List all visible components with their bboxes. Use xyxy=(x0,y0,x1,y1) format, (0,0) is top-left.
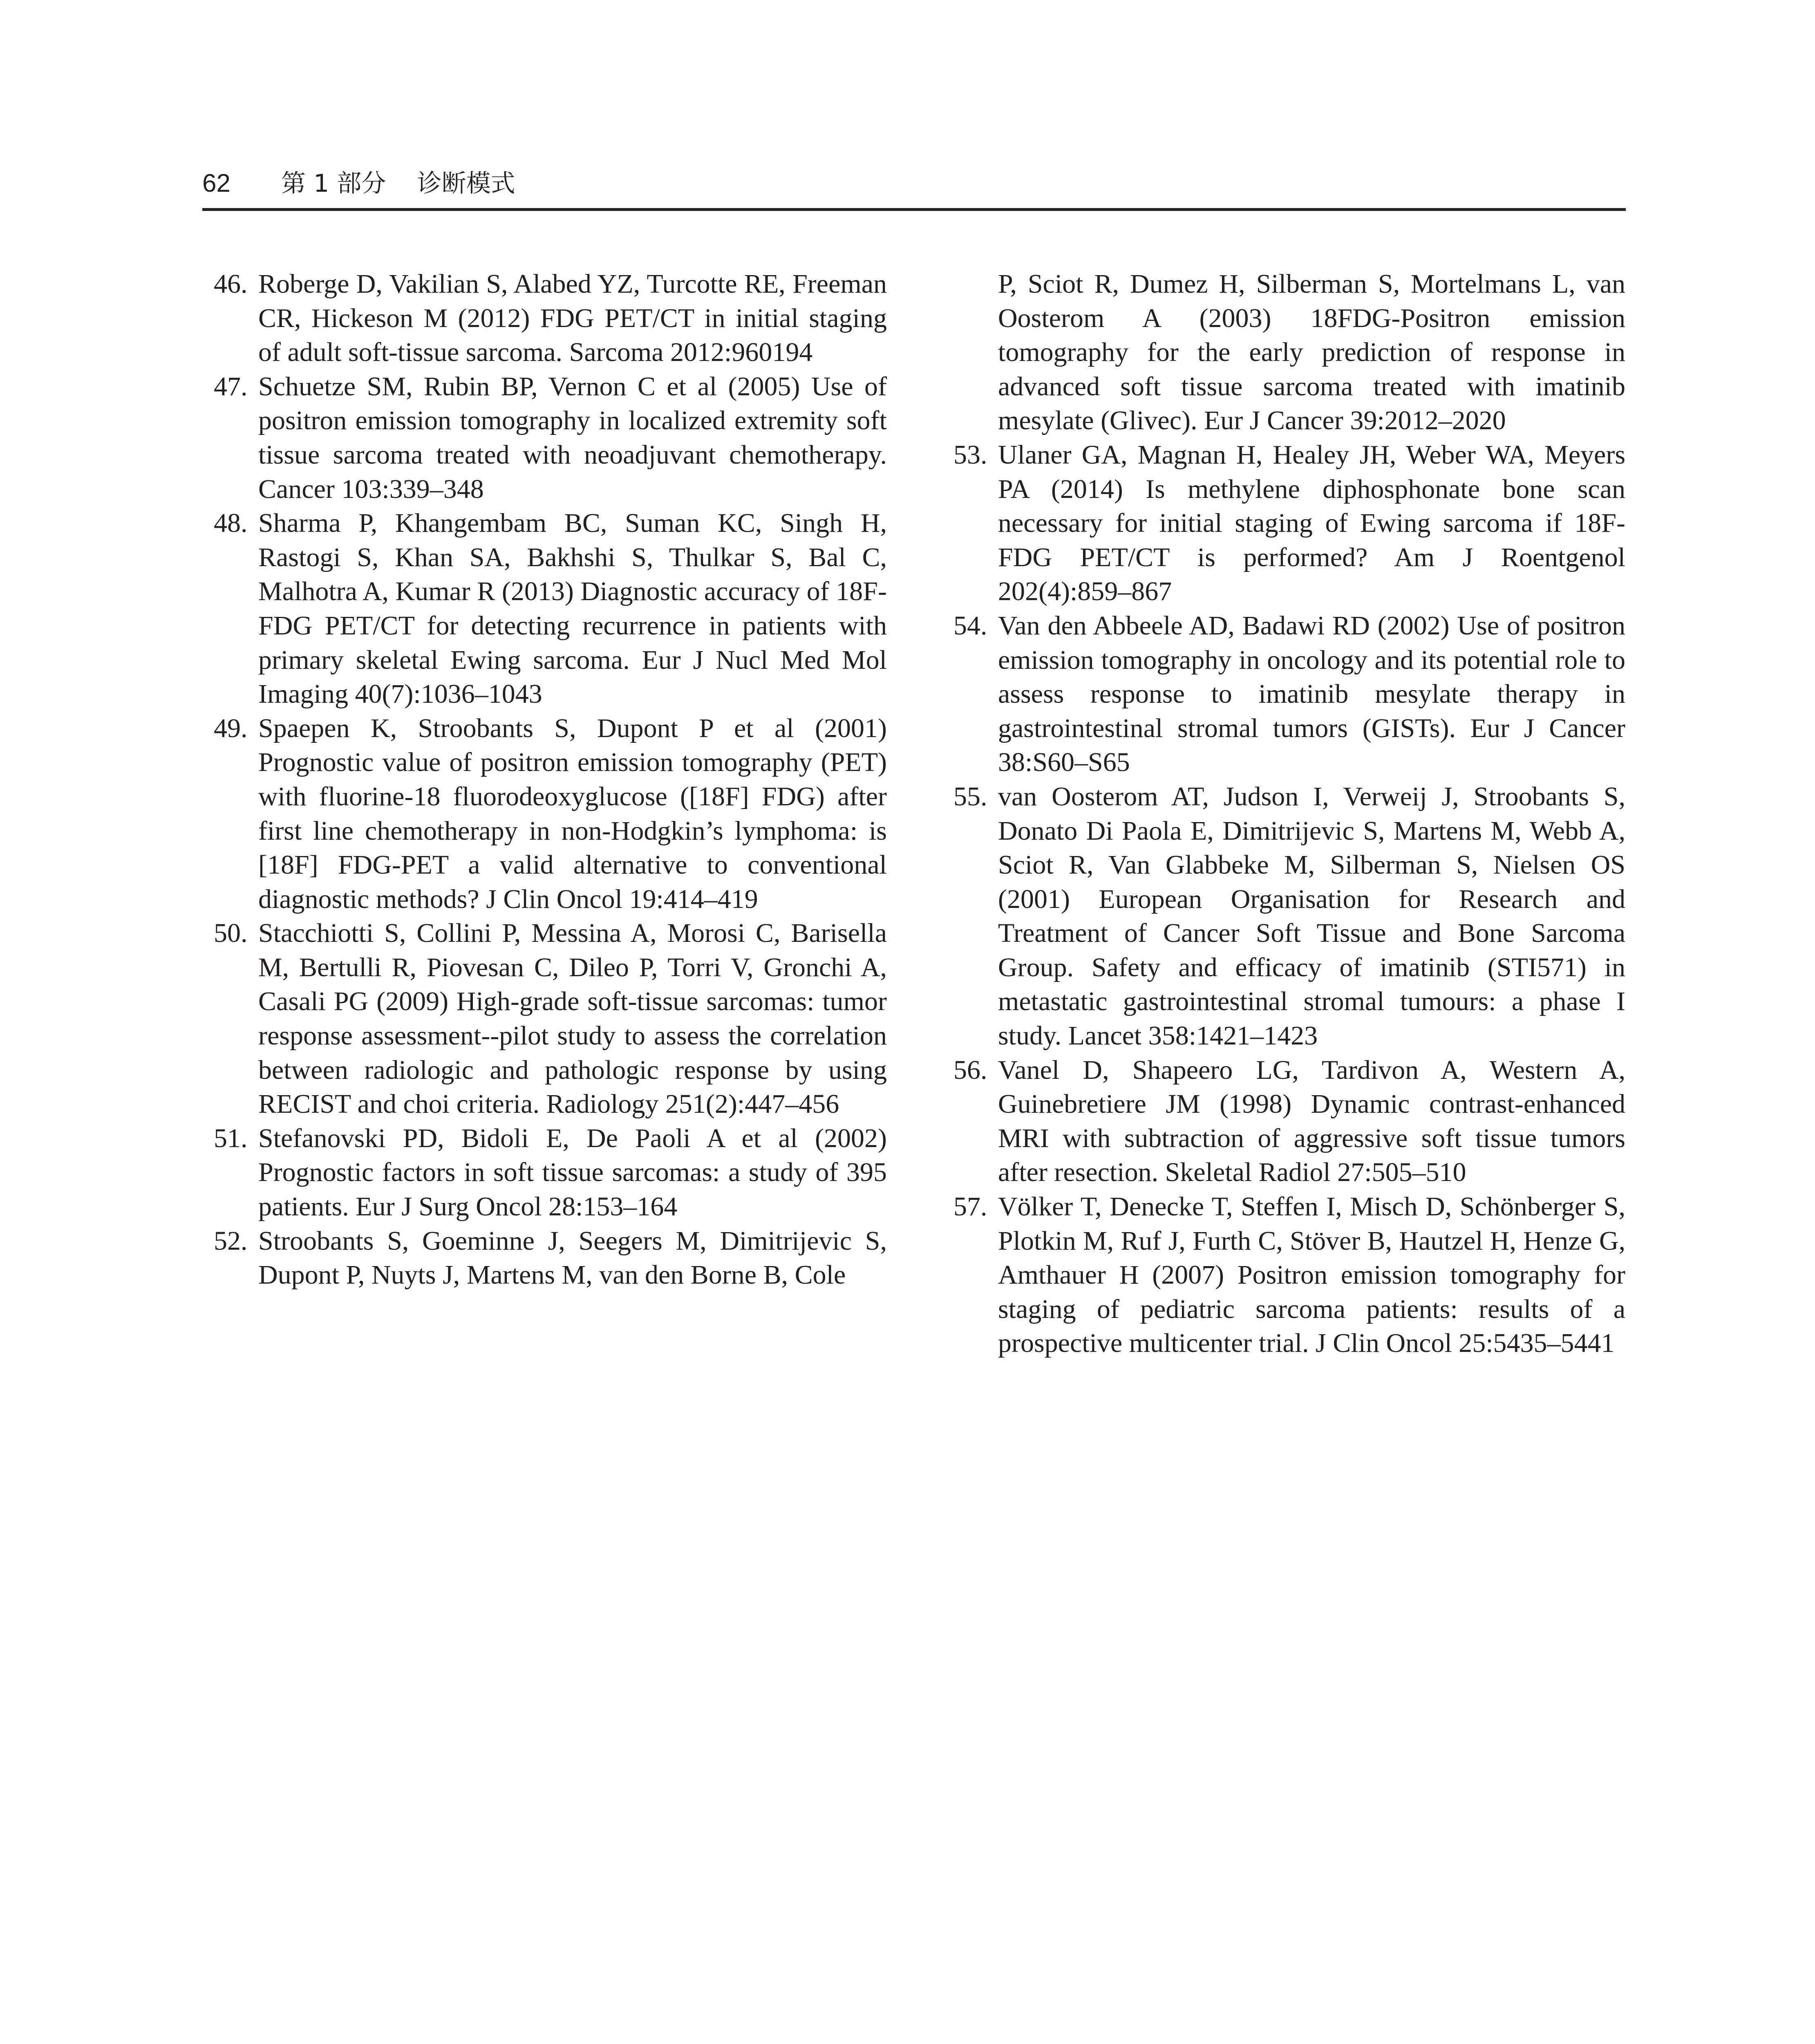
reference-number: 48. xyxy=(214,508,248,538)
reference-text: Schuetze SM, Rubin BP, Vernon C et al (2005) Use of positron emission tomography in localized extremity soft tissue sarcoma treated with neoadjuvant chemotherapy. Cancer 103:339–348 xyxy=(258,371,887,504)
reference-number: 52. xyxy=(214,1226,248,1256)
reference-item xyxy=(202,1121,887,1224)
reference-number: 54. xyxy=(953,610,987,641)
reference-number: 55. xyxy=(953,781,987,811)
page-header xyxy=(202,166,1626,211)
reference-text: Van den Abbeele AD, Badawi RD (2002) Use of positron emission tomography in oncology and its potential role to assess response to imatinib mesylate therapy in gastrointestinal stromal tumors (GISTs). Eur J Cancer 38:S60–S65 xyxy=(998,610,1625,778)
reference-text: Stroobants S, Goeminne J, Seegers M, Dimitrijevic S, Dupont P, Nuyts J, Martens M, van den Borne B, Cole xyxy=(258,1226,887,1290)
reference-number: 56. xyxy=(953,1055,987,1085)
reference-text: Sharma P, Khangembam BC, Suman KC, Singh H, Rastogi S, Khan SA, Bakhshi S, Thulkar S, Bal C, Malhotra A, Kumar R (2013) Diagnostic accuracy of 18F-FDG PET/CT for detecting recurrence in patients with primary skeletal Ewing sarcoma. Eur J Nucl Med Mol Imaging 40(7):1036–1043 xyxy=(258,508,887,709)
reference-number: 49. xyxy=(214,713,248,743)
reference-text: P, Sciot R, Dumez H, Silberman S, Mortelmans L, van Oosterom A (2003) 18FDG-Positron emission tomography for the early prediction of response in advanced soft tissue sarcoma treated with imatinib mesylate (Glivec). Eur J Cancer 39:2012–2020 xyxy=(998,269,1625,436)
running-head: 第 1 部分 诊断模式 xyxy=(281,169,515,198)
reference-item xyxy=(202,267,887,370)
reference-number: 50. xyxy=(214,918,248,948)
reference-item xyxy=(942,1190,1625,1360)
reference-item xyxy=(942,438,1625,609)
reference-text: Völker T, Denecke T, Steffen I, Misch D, Schönberger S, Plotkin M, Ruf J, Furth C, Stöver B, Hautzel H, Henze G, Amthauer H (2007) Positron emission tomography for staging of pediatric sarcoma patients: results of a prospective multicenter trial. J Clin Oncol 25:5435–5441 xyxy=(998,1192,1625,1358)
reference-text: Stacchiotti S, Collini P, Messina A, Morosi C, Barisella M, Bertulli R, Piovesan C, Dileo P, Torri V, Gronchi A, Casali PG (2009) High-grade soft-tissue sarcomas: tumor response assessment--pilot study to assess the correlation between radiologic and pathologic response by using RECIST and choi criteria. Radiology 251(2):447–456 xyxy=(258,918,887,1119)
reference-text: Vanel D, Shapeero LG, Tardivon A, Western A, Guinebretiere JM (1998) Dynamic contrast-enhanced MRI with subtraction of aggressive soft tissue tumors after resection. Skeletal Radiol 27:505–510 xyxy=(998,1055,1625,1188)
reference-text: Ulaner GA, Magnan H, Healey JH, Weber WA, Meyers PA (2014) Is methylene diphosphonate bone scan necessary for initial staging of Ewing sarcoma if 18F-FDG PET/CT is performed? Am J Roentgenol 202(4):859–867 xyxy=(998,439,1625,607)
reference-text: Stefanovski PD, Bidoli E, De Paoli A et al (2002) Prognostic factors in soft tissue sarcomas: a study of 395 patients. Eur J Surg Oncol 28:153–164 xyxy=(258,1123,887,1222)
reference-item xyxy=(942,1053,1625,1190)
reference-text: van Oosterom AT, Judson I, Verweij J, Stroobants S, Donato Di Paola E, Dimitrijevic S, Martens M, Webb A, Sciot R, Van Glabbeke M, Silberman S, Nielsen OS (2001) European Organisation for Research and Treatment of Cancer Soft Tissue and Bone Sarcoma Group. Safety and efficacy of imatinib (STI571) in metastatic gastrointestinal stromal tumours: a phase I study. Lancet 358:1421–1423 xyxy=(998,781,1625,1051)
reference-item xyxy=(942,609,1625,780)
reference-item xyxy=(202,1224,887,1292)
reference-continuation xyxy=(942,267,1625,438)
reference-list-left xyxy=(202,267,887,1292)
reference-item xyxy=(942,780,1625,1053)
reference-item xyxy=(202,711,887,917)
reference-item xyxy=(202,506,887,711)
reference-list-right xyxy=(942,267,1625,1360)
reference-number: 46. xyxy=(214,269,248,299)
reference-number: 47. xyxy=(214,371,248,401)
page-number: 62 xyxy=(202,169,231,197)
reference-number: 53. xyxy=(953,439,987,470)
reference-item xyxy=(202,916,887,1121)
reference-number: 57. xyxy=(953,1192,987,1222)
reference-text: Roberge D, Vakilian S, Alabed YZ, Turcotte RE, Freeman CR, Hickeson M (2012) FDG PET/CT in initial staging of adult soft-tissue sarcoma. Sarcoma 2012:960194 xyxy=(258,269,887,368)
reference-text: Spaepen K, Stroobants S, Dupont P et al (2001) Prognostic value of positron emission tomography (PET) with fluorine-18 fluorodeoxyglucose ([18F] FDG) after first line chemotherapy in non-Hodgkin’s lymphoma: is [18F] FDG-PET a valid alternative to conventional diagnostic methods? J Clin Oncol 19:414–419 xyxy=(258,713,887,914)
reference-number: 51. xyxy=(214,1123,248,1153)
reference-item xyxy=(202,370,887,506)
